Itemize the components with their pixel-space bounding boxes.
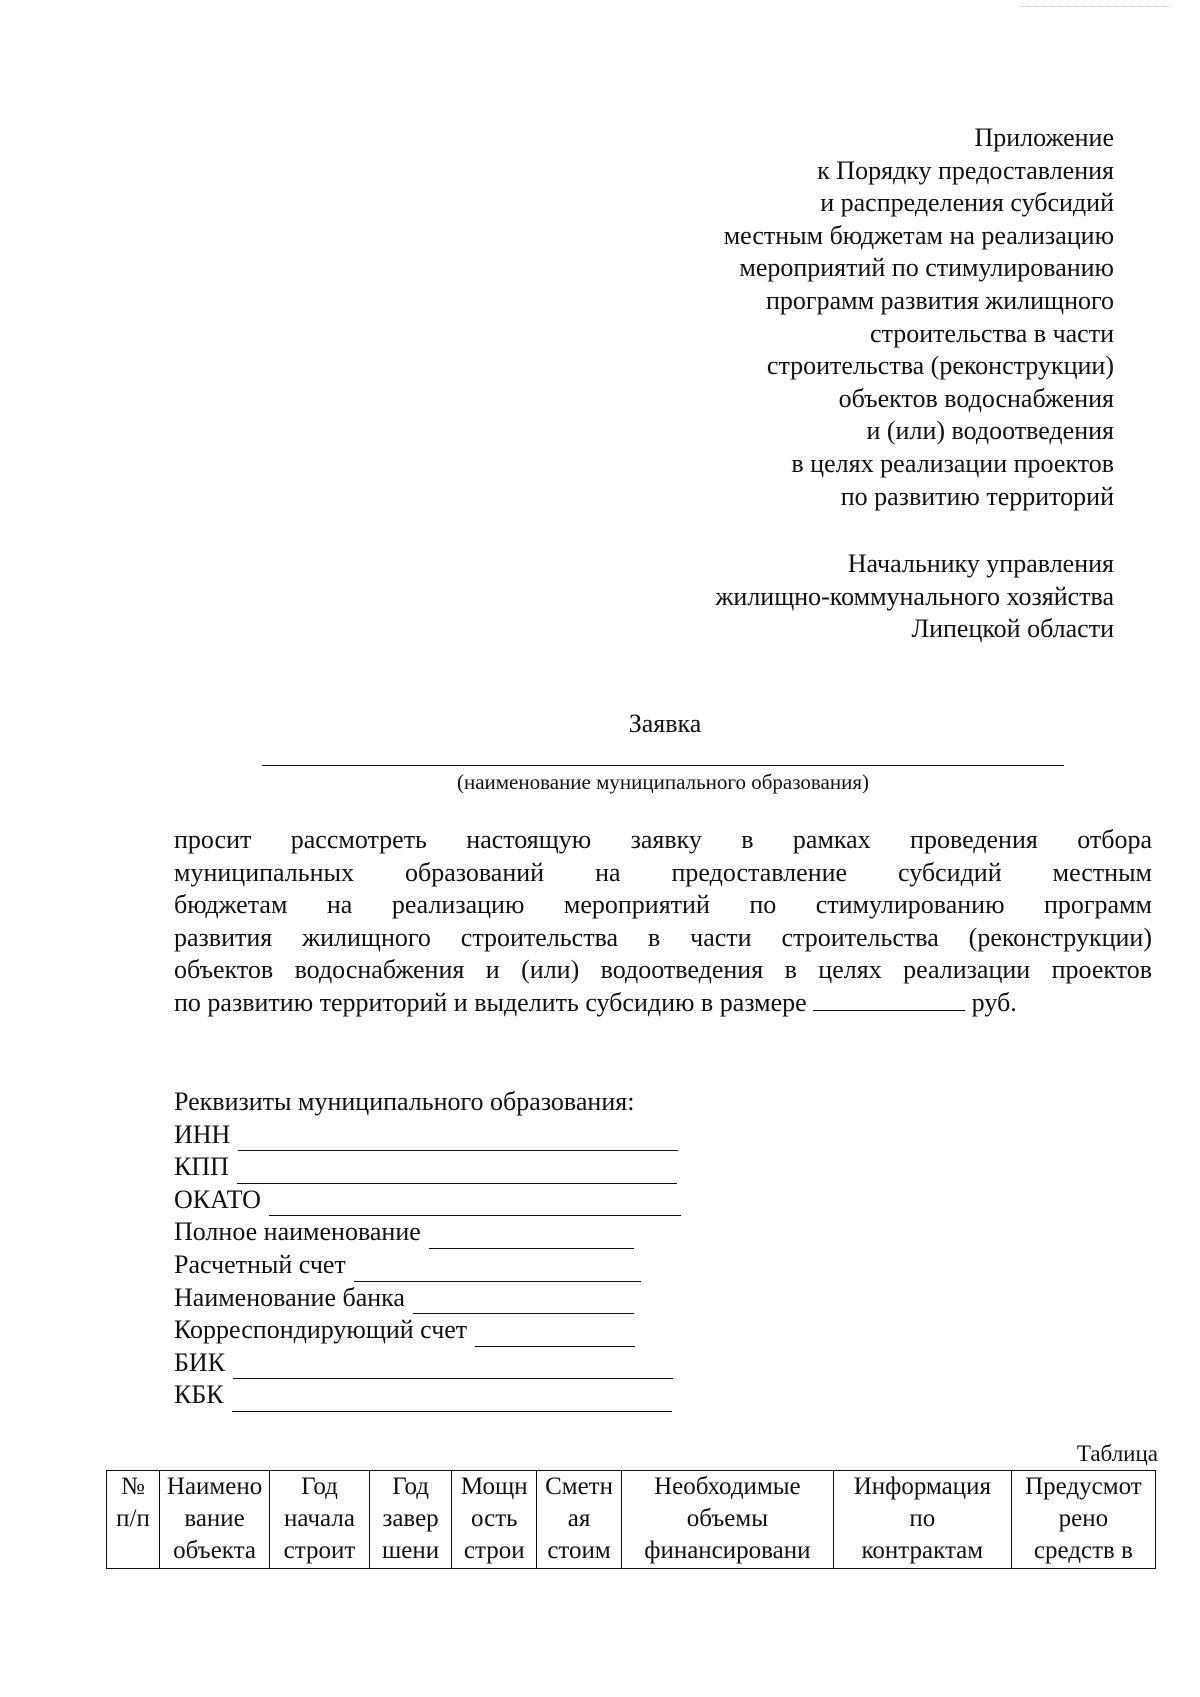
requisites-fields xyxy=(174,1119,681,1412)
table-header-text: ость xyxy=(471,1505,518,1532)
table-header-text: Год xyxy=(392,1473,429,1500)
requisite-row xyxy=(174,1184,681,1217)
table-header-cell xyxy=(270,1471,370,1569)
table-header-cell xyxy=(621,1471,833,1569)
requisite-input-line[interactable] xyxy=(269,1191,681,1216)
funding-table xyxy=(106,1470,1156,1569)
table-header-text: Год xyxy=(301,1473,338,1500)
requisite-input-line[interactable] xyxy=(354,1257,641,1282)
requisite-label: Полное наименование xyxy=(174,1217,421,1247)
table-header-cell xyxy=(369,1471,452,1569)
table-header-text: вание xyxy=(184,1505,245,1532)
table-header-text: п/п xyxy=(116,1505,150,1532)
requisite-label: ИНН xyxy=(174,1119,231,1149)
scan-artifact xyxy=(1020,6,1170,9)
requisite-input-line[interactable] xyxy=(237,1159,677,1184)
appendix-line: Приложение xyxy=(974,123,1114,152)
table-header-text: Информация xyxy=(853,1473,991,1500)
table-header-cell xyxy=(833,1471,1011,1569)
table-header-text: объекта xyxy=(173,1537,256,1564)
requisite-row xyxy=(174,1151,681,1184)
table-header-text: строит xyxy=(283,1537,356,1564)
requisite-row xyxy=(174,1282,681,1315)
appendix-header xyxy=(724,122,1114,513)
body-line: муниципальных образований на предоставление субсидий местным xyxy=(174,857,1152,887)
requisite-row xyxy=(174,1216,681,1249)
table-header-text: завер xyxy=(382,1505,439,1532)
currency-label: руб. xyxy=(971,987,1017,1017)
requisites-block xyxy=(174,1086,681,1412)
appendix-line: и распределения субсидий xyxy=(820,188,1114,218)
body-line: просит рассмотреть настоящую заявку в рамках проведения отбора xyxy=(174,825,1152,854)
municipality-name-field[interactable] xyxy=(262,765,1064,766)
amount-text-before: по развитию территорий и выделить субсидию в размере xyxy=(174,987,807,1017)
requisite-row xyxy=(174,1314,681,1347)
requisite-input-line[interactable] xyxy=(429,1224,634,1249)
appendix-line: к Порядку предоставления xyxy=(817,155,1114,185)
table-header-text: начала xyxy=(283,1505,355,1532)
body-line: объектов водоснабжения и (или) водоотведения в целях реализации проектов xyxy=(174,955,1152,985)
table-header-text: Предусмот xyxy=(1025,1473,1142,1500)
requisite-input-line[interactable] xyxy=(232,1387,672,1412)
table-header-text: Сметн xyxy=(545,1473,613,1500)
table-header-text: Мощн xyxy=(460,1473,528,1500)
table-header-text: Наимено xyxy=(166,1473,263,1500)
requisite-row xyxy=(174,1249,681,1282)
requisite-label: КБК xyxy=(174,1380,224,1410)
table-header-text: контрактам xyxy=(861,1537,984,1564)
appendix-line: строительства (реконструкции) xyxy=(766,351,1114,381)
table-header-text: ая xyxy=(567,1505,591,1532)
appendix-line: программ развития жилищного xyxy=(766,285,1114,315)
table-header-cell xyxy=(452,1471,537,1569)
table-header-text: строи xyxy=(463,1537,525,1564)
table-header-text: по xyxy=(909,1505,936,1532)
table-header-text: средств в xyxy=(1033,1537,1133,1564)
table-header-text: стоим xyxy=(547,1537,611,1564)
document-title: Заявка xyxy=(628,709,702,738)
appendix-line: местным бюджетам на реализацию xyxy=(723,220,1114,250)
table-header-text: № xyxy=(121,1473,145,1500)
requisite-input-line[interactable] xyxy=(238,1126,678,1151)
appendix-line: в целях реализации проектов xyxy=(791,448,1114,478)
addressee-line: Начальнику управления xyxy=(847,549,1114,578)
addressee-block xyxy=(715,548,1114,646)
table-header-text: объемы xyxy=(686,1505,768,1532)
requisite-label: ОКАТО xyxy=(174,1184,261,1214)
table-header-cell xyxy=(107,1471,160,1569)
requisite-label: Расчетный счет xyxy=(174,1249,346,1279)
addressee-line: Липецкой области xyxy=(911,614,1114,644)
table-header-cell xyxy=(1011,1471,1155,1569)
requisite-label: Корреспондирующий счет xyxy=(174,1315,468,1345)
appendix-line: и (или) водоотведения xyxy=(866,416,1114,446)
appendix-line: мероприятий по стимулированию xyxy=(739,253,1114,283)
requisite-row xyxy=(174,1379,681,1412)
table-caption: Таблица xyxy=(1076,1441,1158,1466)
table-header-cell xyxy=(159,1471,269,1569)
table-header-row xyxy=(107,1471,1156,1569)
requisite-input-line[interactable] xyxy=(233,1354,673,1379)
requisite-row xyxy=(174,1347,681,1380)
table-header-text: шени xyxy=(382,1537,440,1564)
table-header-text: рено xyxy=(1058,1505,1109,1532)
body-line-amount xyxy=(174,987,1152,1020)
application-body xyxy=(174,824,1152,1020)
table-header-cell xyxy=(537,1471,622,1569)
appendix-line: строительства в части xyxy=(870,318,1114,348)
requisite-row xyxy=(174,1119,681,1152)
requisite-input-line[interactable] xyxy=(475,1322,635,1347)
appendix-line: по развитию территорий xyxy=(840,481,1114,511)
table-header-text: Необходимые xyxy=(654,1473,801,1500)
requisites-heading xyxy=(174,1086,681,1119)
addressee-line: жилищно-коммунального хозяйства xyxy=(715,581,1114,611)
requisite-label: КПП xyxy=(174,1152,229,1182)
requisite-label: БИК xyxy=(174,1347,226,1377)
requisite-input-line[interactable] xyxy=(413,1289,634,1314)
municipality-name-caption: (наименование муниципального образования) xyxy=(456,770,870,794)
body-line: бюджетам на реализацию мероприятий по стимулированию программ xyxy=(174,890,1152,920)
requisite-label: Наименование банка xyxy=(174,1282,405,1312)
table-header-text: финансировани xyxy=(644,1537,811,1564)
subsidy-amount-field[interactable] xyxy=(813,988,965,1011)
appendix-line: объектов водоснабжения xyxy=(838,383,1114,413)
body-line: развития жилищного строительства в части строительства (реконструкции) xyxy=(174,922,1152,952)
requisites-heading-text: Реквизиты муниципального образования: xyxy=(174,1087,635,1116)
